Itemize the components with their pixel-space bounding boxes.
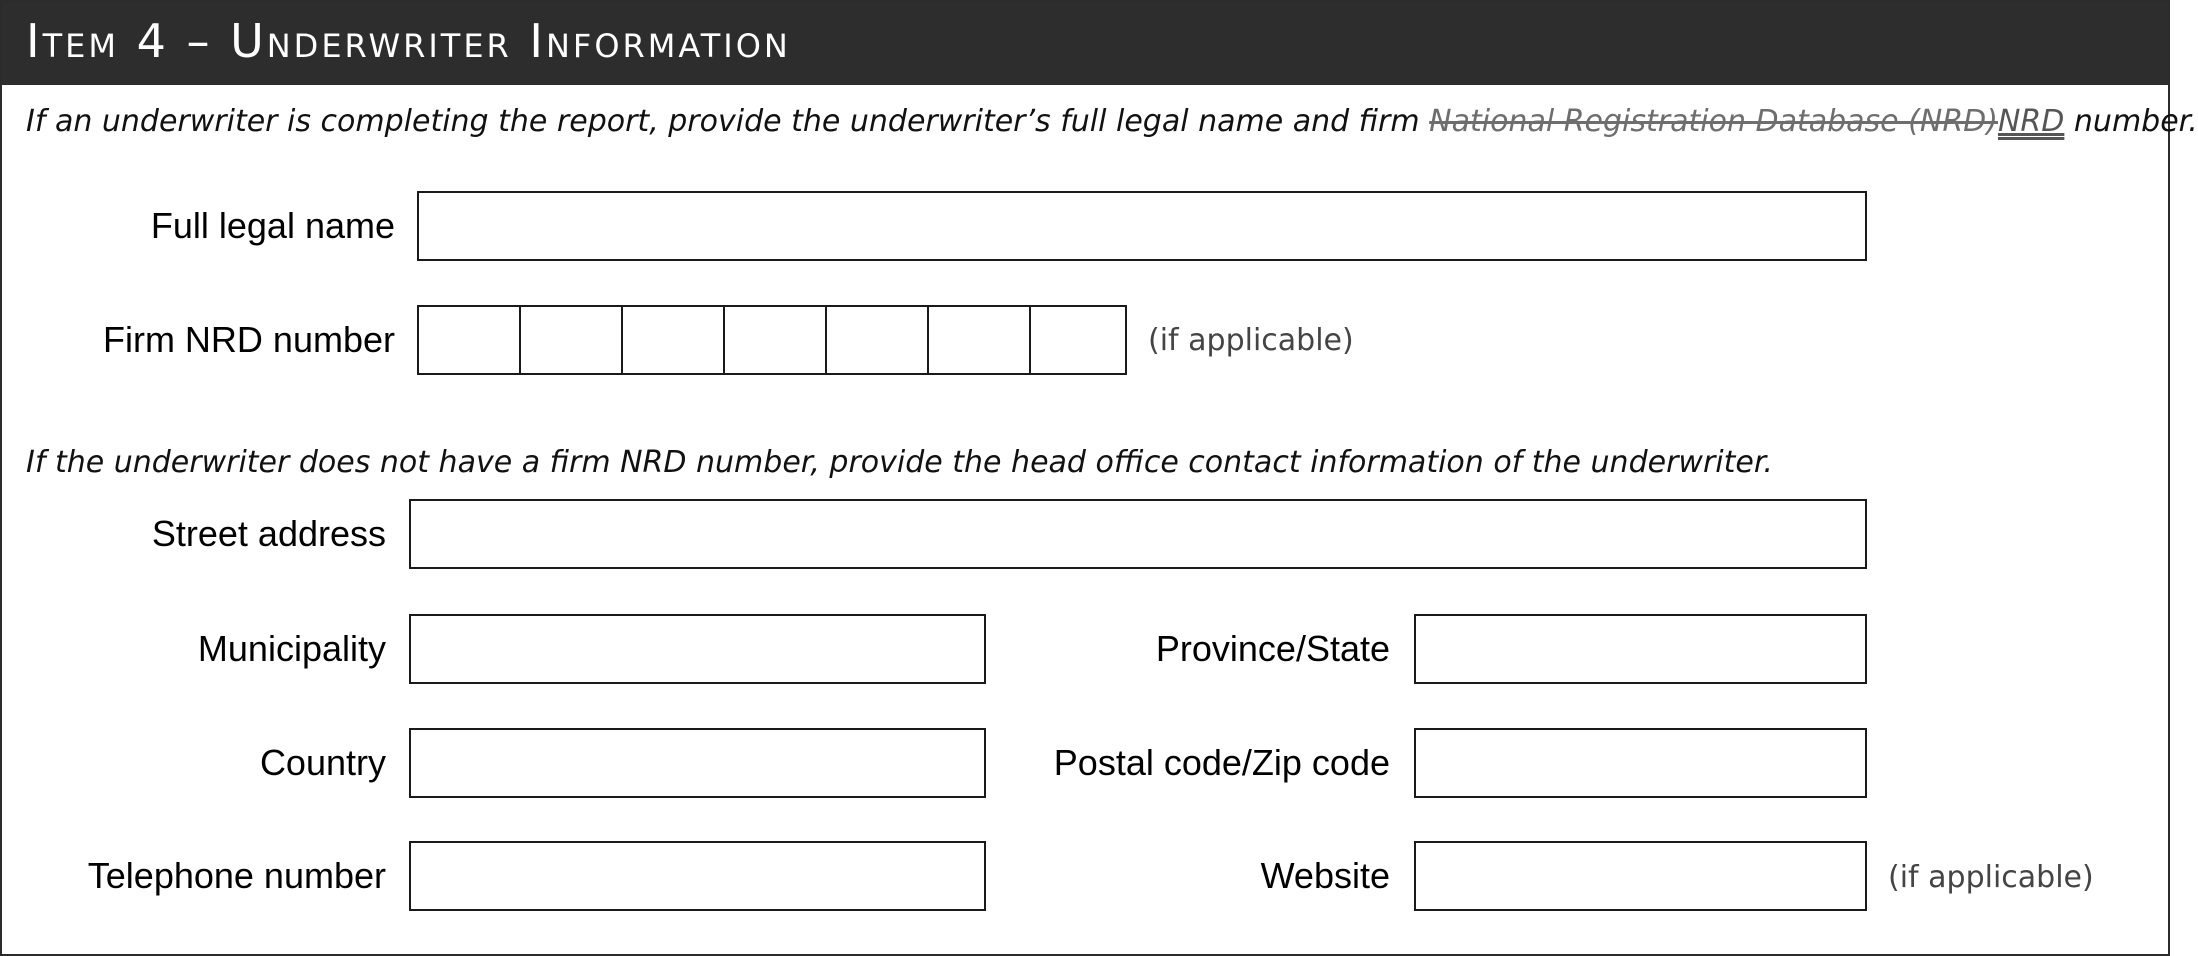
website-label: Website <box>1260 855 1390 896</box>
municipality-label: Municipality <box>197 628 386 669</box>
instruction-line-2: If the underwriter does not have a firm NRD number, provide the head office contact information of the underwriter. <box>26 445 1773 480</box>
nrd-digit-box[interactable] <box>521 307 623 373</box>
country-field[interactable] <box>409 728 986 798</box>
province-state-field[interactable] <box>1414 614 1867 684</box>
nrd-digit-box[interactable] <box>929 307 1031 373</box>
municipality-field[interactable] <box>409 614 986 684</box>
inserted-text: NRD <box>1997 104 2065 139</box>
country-label: Country <box>259 742 386 783</box>
postal-code-label: Postal code/Zip code <box>1053 742 1390 783</box>
section-header <box>2 2 2168 85</box>
telephone-number-field[interactable] <box>409 841 986 911</box>
full-legal-name-label: Full legal name <box>150 205 395 246</box>
website-field[interactable] <box>1414 841 1867 911</box>
nrd-digit-box[interactable] <box>623 307 725 373</box>
street-address-field[interactable] <box>409 499 1867 569</box>
firm-nrd-number-field <box>417 305 1127 375</box>
section-title: Item 4 – Underwriter Information <box>26 14 791 68</box>
street-address-label: Street address <box>151 513 386 554</box>
nrd-digit-box[interactable] <box>1031 307 1125 373</box>
full-legal-name-field[interactable] <box>417 191 1867 261</box>
instruction-line-1 <box>26 104 2198 139</box>
nrd-digit-box[interactable] <box>419 307 521 373</box>
firm-nrd-number-label: Firm NRD number <box>102 319 395 360</box>
deleted-text: National Registration Database (NRD) <box>1429 104 1998 139</box>
province-state-label: Province/State <box>1155 628 1390 669</box>
nrd-digit-box[interactable] <box>725 307 827 373</box>
telephone-number-label: Telephone number <box>87 855 386 896</box>
nrd-digit-box[interactable] <box>827 307 929 373</box>
instruction-line-1-prefix: If an underwriter is completing the report, provide the underwriter’s full legal name and firm <box>26 104 1430 139</box>
nrd-if-applicable-note: (if applicable) <box>1148 323 1354 358</box>
postal-code-field[interactable] <box>1414 728 1867 798</box>
website-if-applicable-note: (if applicable) <box>1888 860 2094 895</box>
instruction-line-1-suffix: number. <box>2064 104 2198 139</box>
